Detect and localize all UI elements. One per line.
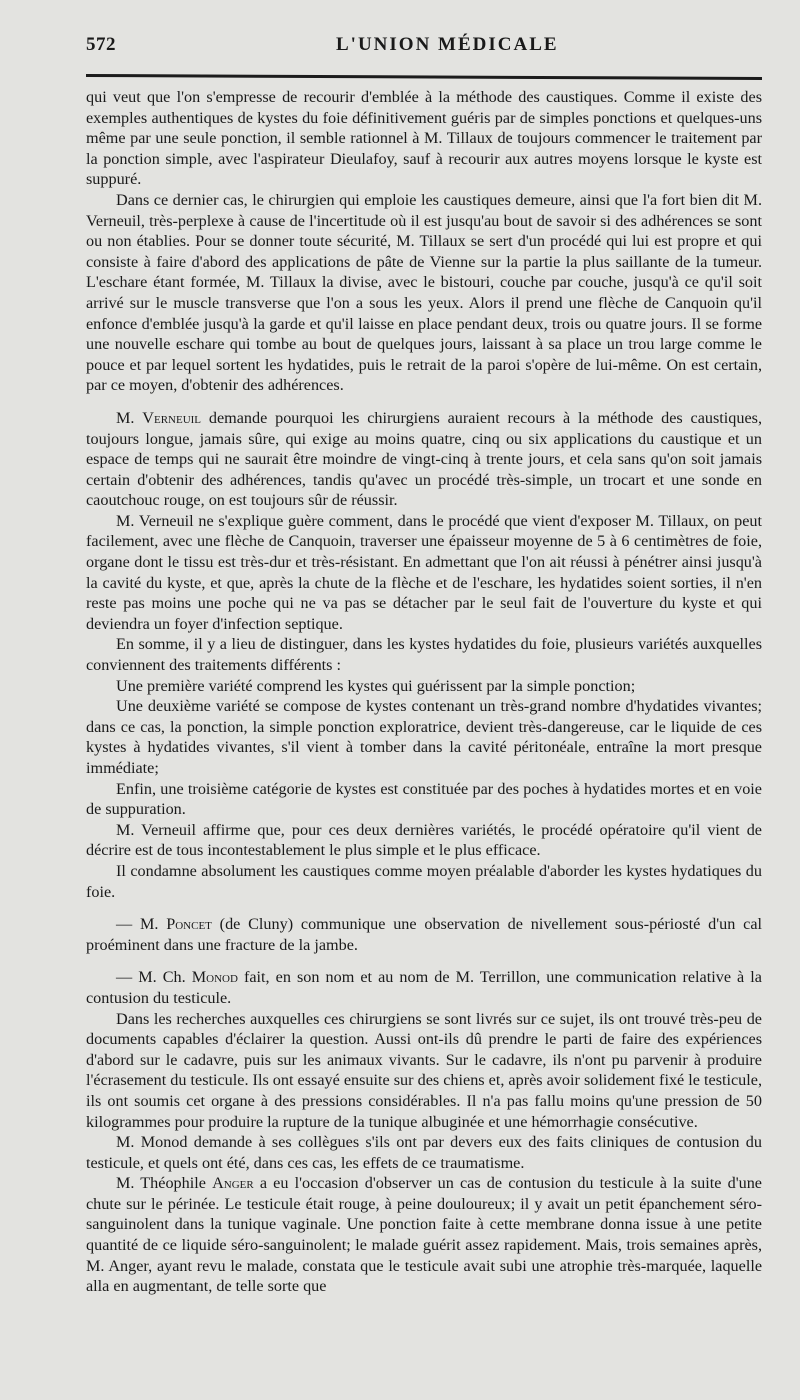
paragraph — [86, 408, 762, 511]
author-name: Poncet — [166, 915, 212, 934]
paragraph-text: Dans ce dernier cas, le chirurgien qui emploie les caustiques demeure, ainsi que l'a fort bien dit M. Verneuil, très-perplexe à cause de l'incertitude où il est jusqu'au bout de savoir si des adhérences se sont ou non établies. Pour se donner toute sécurité, M. Tillaux se sert d'un procédé qui lui est propre et qui consiste à faire d'abord des applications de pâte de Vienne sur la partie la plus saillante de la tumeur. L'eschare étant formée, M. Tillaux la divise, avec le bistouri, couche par couche, jusqu'à ce qu'il soit arrivé sur le muscle transverse que l'on a sous les yeux. Alors il prend une flèche de Canquoin qu'il enfonce d'emblée jusqu'à la garde et qu'il laisse en place pendant deux, trois ou quatre jours. Il se forme une nouvelle eschare qui tombe au bout de quelques jours, laissant à sa place un trou large comme le pouce et par lequel sortent les hydatides, puis le retrait de la paroi s'opère de lui-même. On est certain, par ce moyen, d'obtenir des adhérences. — [86, 190, 762, 395]
page-header — [86, 34, 762, 64]
paragraph-text: Il condamne absolument les caustiques comme moyen préalable d'aborder les kystes hydatiques du foie. — [86, 861, 762, 901]
paragraph — [86, 914, 762, 955]
paragraph — [86, 779, 762, 820]
paragraph-text: Une deuxième variété se compose de kystes contenant un très-grand nombre d'hydatides vivantes; dans ce cas, la ponction, la simple ponction exploratrice, devient très-dangereuse, car le liquide de ces kystes à hydatides vivantes, s'il vient à tomber dans la cavité péritonéale, entraîne la mort presque immédiate; — [86, 697, 762, 777]
paragraph-text: M. Monod demande à ses collègues s'ils ont par devers eux des faits cliniques de contusion du testicule, et quels ont été, dans ces cas, les effets de ce traumatisme. — [86, 1133, 762, 1172]
paragraph — [86, 511, 762, 635]
paragraph-text: a eu l'occasion d'observer un cas de contusion du testicule à la suite d'une chute sur le périnée. Le testicule était rouge, à peine douloureux; il y avait un petit épanchement séro-sanguinolent dans la tunique vaginale. Une ponction faite à cette membrane donna issue à une petite quantité de ce liquide séro-sanguinolent; le malade guérit assez rapidement. Mais, trois semaines après, M. Anger, ayant revu le malade, constata que le testicule avait subi une atrophie très-marquée, laquelle alla en augmentant, de telle sorte que — [86, 1174, 762, 1296]
paragraph — [86, 1173, 762, 1297]
paragraph-text: M. Verneuil ne s'explique guère comment, dans le procédé que vient d'exposer M. Tillaux, on peut facilement, avec une flèche de Canquoin, traverser une épaisseur moyenne de 5 à 6 centimètres de foie, organe dont le tissu est très-dur et très-résistant. En admettant que l'on ait réussi à pénétrer ainsi jusqu'à la cavité du kyste, et que, après la chute de la flèche et de l'eschare, les hydatides soient sorties, il n'en reste pas moins une poche qui ne va pas se détacher par le seul fait de l'ouverture du kyste et qui deviendra un foyer d'infection septique. — [86, 511, 762, 633]
body-text — [86, 87, 762, 1297]
paragraph — [86, 696, 762, 778]
author-name: Anger — [212, 1174, 254, 1193]
page-number: 572 — [86, 34, 116, 55]
paragraph-text: M. Théophile — [116, 1174, 213, 1193]
paragraph-text: demande pourquoi les chirurgiens auraient recours à la méthode des caustiques, toujours longue, jamais sûre, qui exige au moins quatre, cinq ou six applications du caustique et un espace de temps qui ne saurait être moindre de vingt-cinq à trente jours, et cela sans qu'on soit jamais certain d'obtenir des adhérences, tandis qu'avec un procédé très-simple, un trocart et une sonde en caoutchouc rouge, on est toujours sûr de réussir. — [86, 408, 762, 510]
paragraph — [86, 87, 762, 190]
paragraph-text: fait, en son nom et au nom de M. Terrillon, une communication relative à la contusion du testicule. — [86, 968, 762, 1007]
paragraph-text: — M. — [116, 915, 167, 934]
paragraph-text: Dans les recherches auxquelles ces chirurgiens se sont livrés sur ce sujet, ils ont trouvé très-peu de documents capables d'éclairer la question. Aussi ont-ils dû prendre le parti de faire des expériences d'abord sur le cadavre, puis sur les animaux vivants. Sur le cadavre, ils n'ont pu parvenir à produire l'écrasement du testicule. Ils ont essayé ensuite sur des chiens et, après avoir solidement fixé le testicule, ils ont soumis cet organe à des pressions considérables. Il n'a pas fallu moins qu'une pression de 50 kilogrammes pour produire la rupture de la tunique albuginée et une hémorrhagie consécutive. — [86, 1009, 762, 1131]
paragraph — [86, 190, 762, 396]
header-rule — [86, 74, 762, 80]
paragraph-text: — M. Ch. — [116, 968, 192, 987]
paragraph-text: En somme, il y a lieu de distinguer, dans les kystes hydatides du foie, plusieurs variétés auxquelles conviennent des traitements différents : — [86, 635, 762, 675]
paragraph — [86, 820, 762, 861]
paragraph-text: M. Verneuil affirme que, pour ces deux dernières variétés, le procédé opératoire qu'il vient de décrire est de tous incontestablement le plus simple et le plus efficace. — [86, 820, 762, 860]
paragraph-text: Enfin, une troisième catégorie de kystes est constituée par des poches à hydatides mortes et en voie de suppuration. — [86, 779, 762, 819]
paragraph — [86, 1132, 762, 1173]
paragraph-text: qui veut que l'on s'empresse de recourir d'emblée à la méthode des caustiques. Comme il existe des exemples authentiques de kystes du foie définitivement guéris par de simples ponctions et quelques-uns même par une seule ponction, il semble rationnel à M. Tillaux de toujours commencer le traitement par la ponction simple, avec l'aspirateur Dieulafoy, sauf à recourir aux autres moyens lorsque le kyste est suppuré. — [86, 88, 762, 189]
author-name: Monod — [191, 968, 238, 987]
author-name: Verneuil — [142, 408, 202, 427]
paragraph — [86, 967, 762, 1008]
paragraph-text: (de Cluny) communique une observation de nivellement sous-périosté d'un cal proéminent dans une fracture de la jambe. — [86, 915, 762, 954]
paragraph — [86, 676, 762, 697]
paragraph — [86, 861, 762, 902]
paragraph — [86, 1009, 762, 1133]
running-title: L'UNION MÉDICALE — [336, 34, 559, 55]
paragraph-text: Une première variété comprend les kystes qui guérissent par la simple ponction; — [116, 676, 636, 695]
paragraph-text: M. — [116, 408, 143, 427]
paragraph — [86, 634, 762, 675]
